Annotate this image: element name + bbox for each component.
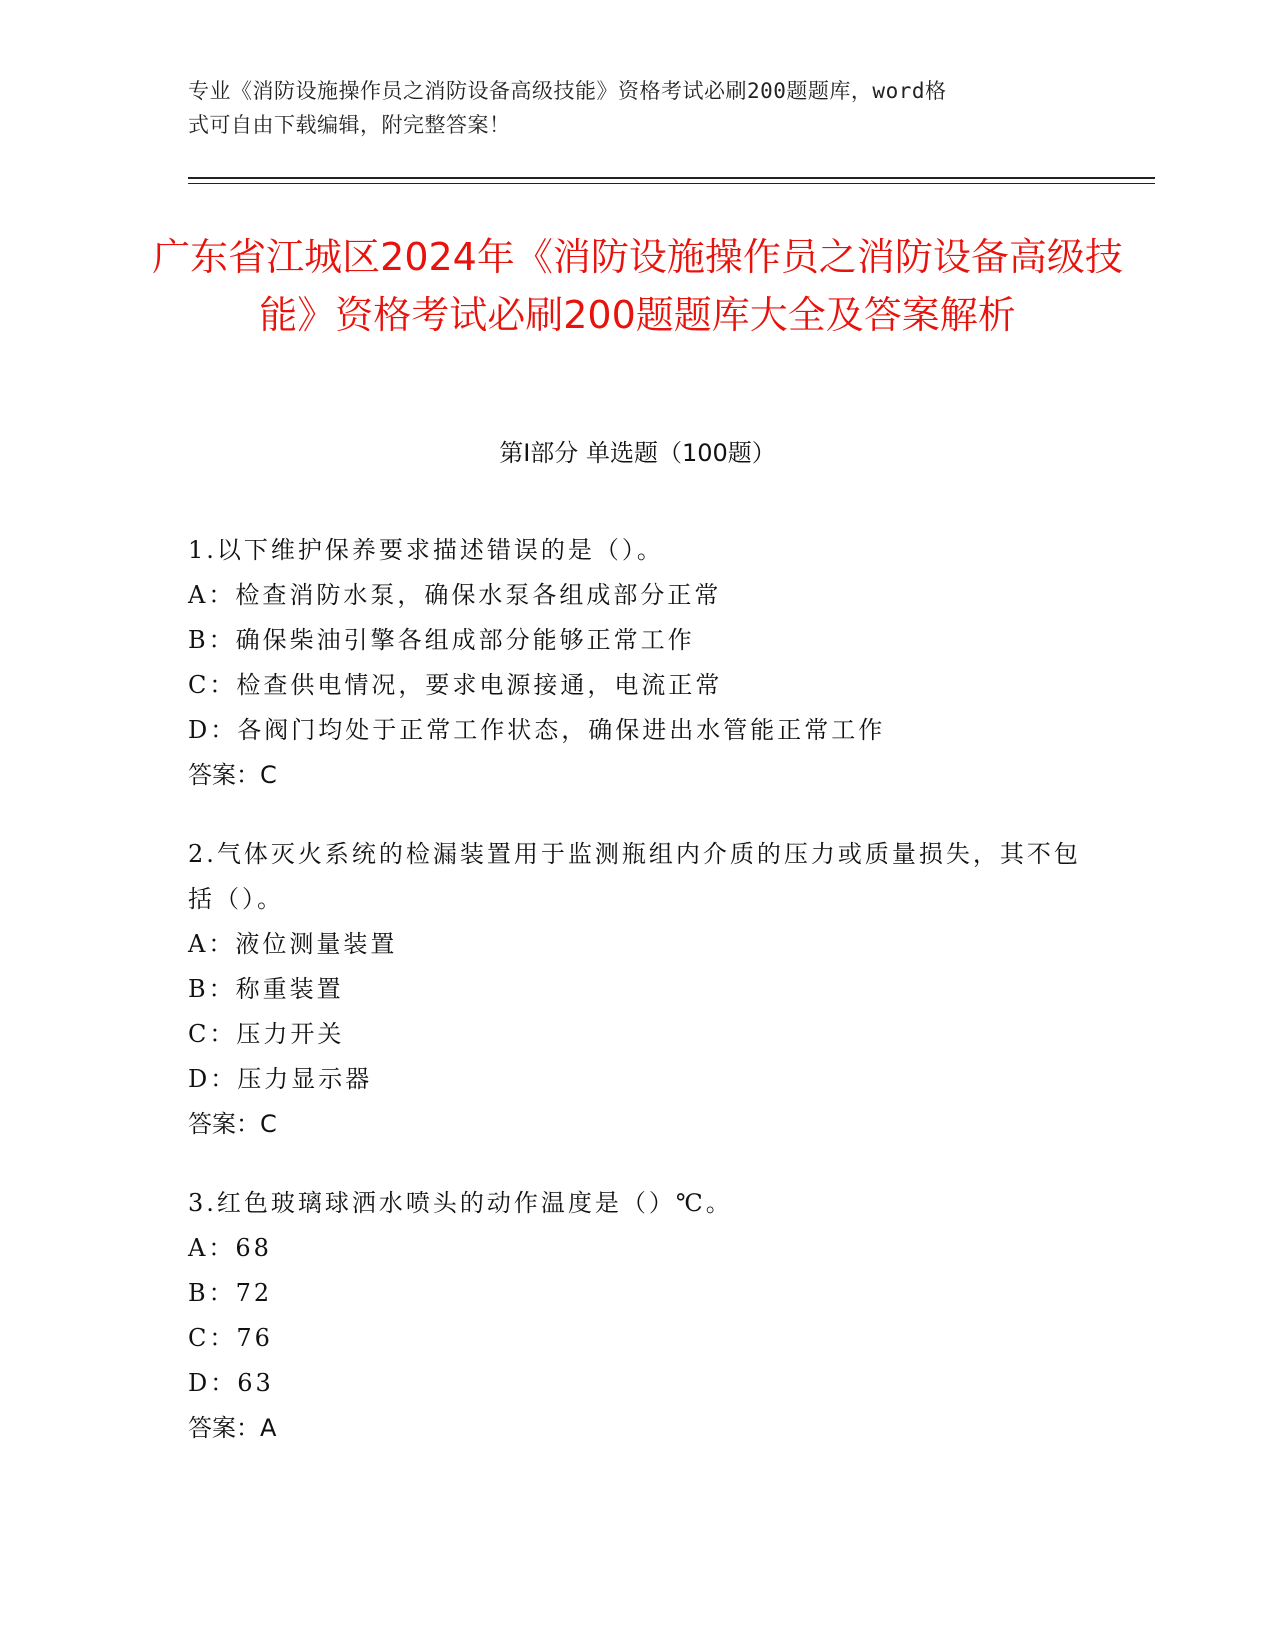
question-stem: 2.气体灭火系统的检漏装置用于监测瓶组内介质的压力或质量损失，其不包括（）。 xyxy=(188,840,1081,913)
answer: 答案：A xyxy=(188,1414,277,1442)
option-b: B：确保柴油引擎各组成部分能够正常工作 xyxy=(188,626,695,654)
header-note xyxy=(188,74,1068,142)
question-stem: 1.以下维护保养要求描述错误的是（）。 xyxy=(188,536,664,564)
option-a: A：检查消防水泵，确保水泵各组成部分正常 xyxy=(188,581,722,609)
header-divider-thick xyxy=(188,177,1155,179)
header-note-line-1: 专业《消防设施操作员之消防设备高级技能》资格考试必刷200题题库，word格 xyxy=(188,79,947,103)
question-1 xyxy=(188,528,1088,798)
answer: 答案：C xyxy=(188,761,277,789)
option-b: B：称重装置 xyxy=(188,975,344,1003)
question-stem: 3.红色玻璃球洒水喷头的动作温度是（）℃。 xyxy=(188,1189,733,1217)
option-c: C：76 xyxy=(188,1324,273,1352)
option-d: D：63 xyxy=(188,1369,274,1397)
option-d: D：压力显示器 xyxy=(188,1065,373,1093)
header-note-line-2: 式可自由下载编辑，附完整答案！ xyxy=(188,113,511,137)
option-c: C：压力开关 xyxy=(188,1020,345,1048)
header-divider-thin xyxy=(188,183,1155,184)
section-heading: 第I部分 单选题（100题） xyxy=(499,439,776,467)
option-d: D：各阀门均处于正常工作状态，确保进出水管能正常工作 xyxy=(188,716,886,744)
question-list xyxy=(188,528,1088,1485)
question-3 xyxy=(188,1181,1088,1451)
option-a: A：液位测量装置 xyxy=(188,930,398,958)
option-c: C：检查供电情况，要求电源接通，电流正常 xyxy=(188,671,723,699)
option-a: A：68 xyxy=(188,1234,272,1262)
answer: 答案：C xyxy=(188,1110,277,1138)
question-2 xyxy=(188,832,1088,1147)
document-title: 广东省江城区2024年《消防设施操作员之消防设备高级技能》资格考试必刷200题题库大全及答案解析 xyxy=(152,235,1123,337)
option-b: B：72 xyxy=(188,1279,273,1307)
